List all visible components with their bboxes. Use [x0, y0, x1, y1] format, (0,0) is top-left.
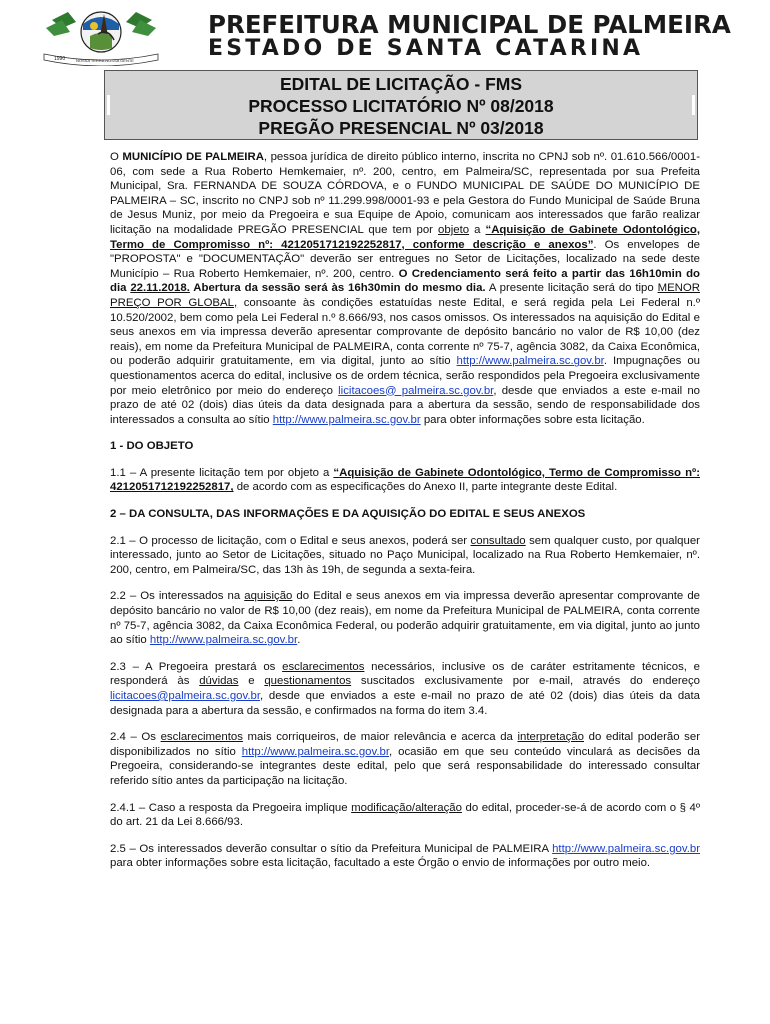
session-date: 22.11.2018. — [130, 282, 190, 295]
intro-text: , desde que enviados a este e-mail no prazo de até 02 (dois) dias úteis da data designada para a abertura da sessão, sendo de responsabilidade dos interessados a consulta ao sítio — [110, 384, 700, 426]
intro-text: A presente licitação será do tipo — [485, 282, 658, 295]
item-text: 2.2 – Os interessados na — [110, 590, 245, 603]
website-link[interactable]: http://www.palmeira.sc.gov.br — [149, 634, 298, 647]
website-link[interactable]: http://www.palmeira.sc.gov.br — [272, 413, 421, 426]
website-link[interactable]: http://www.palmeira.sc.gov.br — [241, 745, 390, 758]
municipio-name: MUNICÍPIO DE PALMEIRA — [122, 151, 264, 163]
title-pregao: PREGÃO PRESENCIAL Nº 03/2018 — [258, 118, 544, 138]
item-text: 2.1 – O processo de licitação, com o Edital e seus anexos, poderá ser — [110, 534, 471, 547]
intro-text: . Os envelopes de "PROPOSTA" e "DOCUMENTAÇÃO" deverão ser entregues no Setor de Licitações, localizado na sede deste Município – Rua Roberto Hemkemaier, nº. 200, centro. — [110, 238, 700, 280]
title-edital: EDITAL DE LICITAÇÃO - FMS — [279, 74, 523, 94]
item-text: do edital poderão ser disponibilizados no sítio — [110, 731, 700, 758]
section-2-heading: 2 – DA CONSULTA, DAS INFORMAÇÕES E DA AQUISIÇÃO DO EDITAL E SEUS ANEXOS — [110, 508, 586, 521]
intro-text: a — [469, 223, 486, 236]
objeto-description: “Aquisição de Gabinete Odontológico, Termo de Compromisso nº: 4212051712192252817, — [110, 466, 700, 494]
underlined-term: modificação/alteração — [351, 801, 462, 814]
item-text: mais corriqueiros, de maior relevância e acerca da — [242, 731, 518, 744]
intro-text: , pessoa jurídica de direito público interno, inscrita no CPNJ sob nº. 01.610.566/0001-06, com sede a Rua Roberto Hemkemaier, nº. 200, centro, em Palmeira/SC, representada por sua Prefeita Municipal, Sra. FERNANDA DE SOUZA CÓRDOVA, e o FUNDO MUNICIPAL DE SAÚDE DO MUNICÍPIO DE PALMEIRA – SC, inscrito no CNPJ sob nº 11.299.998/0001-93 e pela Gestora do Fundo Municipal de Saúde Bruna de Jesus Muniz, por meio da Pregoeira e sua Equipe de Apoio, comunicam aos interessados que farão realizar licitação na modalidade PREGÃO PRESENCIAL que tem por — [110, 151, 700, 236]
item-text: , desde que enviados a este e-mail no prazo de até 02 (dois) dias úteis da data designada para a abertura da sessão, e confirmados na forma do item 3.4. — [110, 690, 700, 717]
item-text: de acordo com as especificações do Anexo II, parte integrante deste Edital. — [233, 481, 618, 494]
item-text: necessários, inclusive os de caráter estritamente técnicos, e responderá às — [110, 660, 701, 688]
letterhead — [40, 4, 730, 66]
item-text: e — [238, 675, 265, 688]
svg-text:1990: 1990 — [54, 56, 66, 62]
state-title: ESTADO DE SANTA CATARINA — [208, 36, 644, 61]
item-2-1 — [110, 534, 700, 578]
item-text: 1.1 – A presente licitação tem por objeto a — [110, 466, 334, 479]
municipality-title: PREFEITURA MUNICIPAL DE PALMEIRA — [208, 10, 731, 39]
underlined-term: consultado — [470, 534, 526, 547]
website-link[interactable]: http://www.palmeira.sc.gov.br — [456, 355, 604, 368]
licitacao-type: MENOR PREÇO POR GLOBAL, — [110, 282, 700, 309]
item-text: do Edital e seus anexos em via impressa deverão apresentar comprovante de depósito bancário no valor de R$ 10,00 (dez reais), em nome da Prefeitura Municipal de PALMEIRA, conta corrente nº 75-7, agência 3082, da Caixa Econômica Federal, ou poderão adquirir gratuitamente, em via digital, junto ao junto ao sítio — [110, 590, 700, 647]
item-text: 2.3 – A Pregoeira prestará os — [110, 660, 283, 673]
underlined-term: dúvidas — [199, 675, 239, 688]
item-text: suscitados exclusivamente por e-mail, através do endereço — [351, 675, 700, 688]
item-text: 2.4 – Os — [110, 731, 161, 744]
item-2-4 — [110, 730, 700, 788]
underlined-term: aquisição — [244, 590, 293, 603]
section-1-heading: 1 - DO OBJETO — [110, 440, 194, 453]
item-text: sem qualquer custo, por qualquer interessado, junto ao Setor de Licitações, situado no Paço Municipal, localizado na Rua Roberto Hemkemaier, nº. 200, centro, em Palmeira/SC, das 13h às 19h, de segunda a sexta-feira. — [110, 534, 700, 576]
item-2-5 — [110, 842, 700, 871]
edital-title-box — [104, 70, 698, 140]
underlined-term: questionamentos — [264, 675, 352, 688]
email-link[interactable]: licitacoes@palmeira.sc.gov.br — [110, 690, 260, 702]
objeto-word: objeto — [438, 223, 470, 236]
item-text: , ocasião em que seu conteúdo vinculará as decisões da Pregoeira, considerando-se integrantes deste edital, pelo que será responsabilidade do interessado consultar referido sítio antes da participação na licitação. — [110, 745, 700, 787]
website-link[interactable]: http://www.palmeira.sc.gov.br — [552, 842, 700, 855]
item-2-3 — [110, 660, 700, 718]
abertura-text: Abertura da sessão será às 16h30min do mesmo dia. — [189, 282, 486, 295]
intro-text: consoante às condições estatuídas neste Edital, e será regida pela Lei Federal n.º 10.520/2002, bem como pela Lei Federal n.º 8.666/93, nos casos omissos. Os interessados na aquisição do Edital e seus anexos em via impressa deverão apresentar comprovante de depósito bancário no valor de R$ 10,00 (dez reais), em nome da Prefeitura Municipal de PALMEIRA, conta corrente nº 75-7, agência 3082, da Caixa Econômica, ou poderão adquirir gratuitamente, em via digital, junto ao sítio — [110, 296, 700, 368]
title-processo: PROCESSO LICITATÓRIO Nº 08/2018 — [248, 96, 554, 116]
item-text: . — [297, 634, 301, 647]
item-text: do edital, proceder-se-á de acordo com o § 4º do art. 21 da Lei 8.666/93. — [110, 801, 700, 829]
aquisicao-description: “Aquisição de Gabinete Odontológico, Termo de Compromisso nº: 4212051712192252817, conforme descrição e anexos” — [110, 223, 701, 251]
title-box-left-mark — [107, 95, 110, 115]
item-text: 2.5 – Os interessados deverão consultar o sítio da Prefeitura Municipal de PALMEIRA — [110, 842, 553, 855]
item-1-1 — [110, 466, 700, 495]
item-text: 2.4.1 – Caso a resposta da Pregoeira implique — [110, 801, 352, 814]
item-2-2 — [110, 589, 700, 647]
intro-text: O — [110, 151, 123, 163]
underlined-term: esclarecimentos — [160, 731, 243, 744]
municipal-coat-of-arms-logo — [42, 6, 160, 66]
document-body — [110, 150, 700, 883]
underlined-term: interpretação — [517, 731, 584, 744]
intro-paragraph — [110, 150, 700, 427]
credenciamento-text: O Credenciamento será feito a partir das 16h10min do dia — [110, 267, 700, 295]
email-link[interactable]: licitacoes@ palmeira.sc.gov.br — [338, 384, 494, 397]
item-2-4-1 — [110, 801, 700, 830]
svg-text:NOSSA TERRA NOSSA GENTE: NOSSA TERRA NOSSA GENTE — [76, 58, 134, 63]
intro-text: . Impugnações ou questionamentos acerca do edital, inclusive os de ordem técnica, serão respondidos pela Pregoeira exclusivamente por meio eletrônico por meio do endereço — [110, 355, 700, 397]
title-box-right-mark — [692, 95, 695, 115]
intro-text: para obter informações sobre esta licitação. — [420, 413, 645, 426]
item-text: para obter informações sobre esta licitação, facultado a este Órgão o envio de informações por outro meio. — [110, 857, 651, 870]
underlined-term: esclarecimentos — [282, 660, 365, 673]
